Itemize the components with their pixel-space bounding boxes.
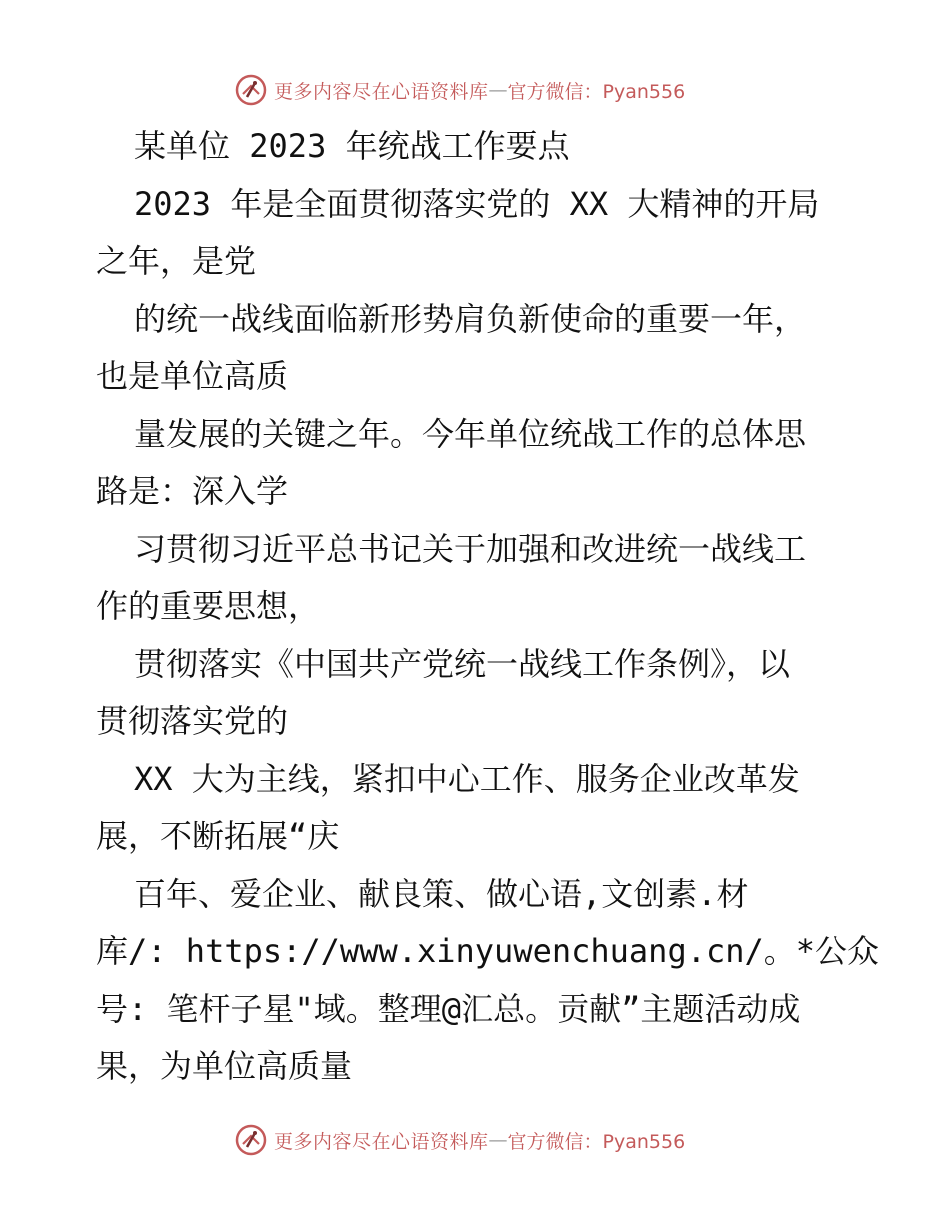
paragraph-line: 贯彻落实《中国共产党统一战线工作条例》，以 xyxy=(134,644,791,683)
paragraph-line: 也是单位高质 xyxy=(96,357,289,395)
document-title: 某单位 2023 年统战工作要点 xyxy=(134,127,570,165)
banner-wechat: 官方微信：Pyan556 xyxy=(507,80,686,103)
paragraph-line: 贯彻落实党的 xyxy=(96,702,289,740)
paragraph-line: 之年，是党 xyxy=(96,242,257,280)
document-body xyxy=(96,118,880,1096)
footer-banner[interactable] xyxy=(234,1122,714,1158)
banner-wechat: 官方微信：Pyan556 xyxy=(507,1130,686,1153)
banner-title: 更多内容尽在心语资料库 xyxy=(274,1130,489,1153)
paragraph-line: XX 大为主线，紧扣中心工作、服务企业改革发 xyxy=(134,759,800,798)
paragraph-line-url: 库/: https://www.xinyuwenchuang.cn/。*公众 xyxy=(96,932,880,970)
banner-separator: — xyxy=(488,1129,508,1151)
paragraph-line: 百年、爱企业、献良策、做心语,文创素.材 xyxy=(134,874,749,913)
paragraph-line: 2023 年是全面贯彻落实党的 XX 大精神的开局 xyxy=(134,184,820,223)
paragraph-line: 路是：深入学 xyxy=(96,472,289,510)
paragraph-line: 号: 笔杆子星"域。整理@汇总。贡献”主题活动成 xyxy=(96,989,801,1028)
book-pen-logo-icon xyxy=(234,73,268,107)
paragraph-line: 习贯彻习近平总书记关于加强和改进统一战线工 xyxy=(134,529,807,568)
banner-separator: — xyxy=(488,79,508,101)
paragraph-line: 展，不断拓展“庆 xyxy=(96,817,340,855)
paragraph-line: 果，为单位高质量 xyxy=(96,1047,353,1085)
banner-title: 更多内容尽在心语资料库 xyxy=(274,80,489,103)
header-banner[interactable] xyxy=(234,72,714,108)
paragraph-line: 量发展的关键之年。今年单位统战工作的总体思 xyxy=(134,414,807,453)
paragraph-line: 的统一战线面临新形势肩负新使命的重要一年， xyxy=(134,299,807,338)
paragraph-line: 作的重要思想， xyxy=(96,587,321,625)
book-pen-logo-icon xyxy=(234,1123,268,1157)
